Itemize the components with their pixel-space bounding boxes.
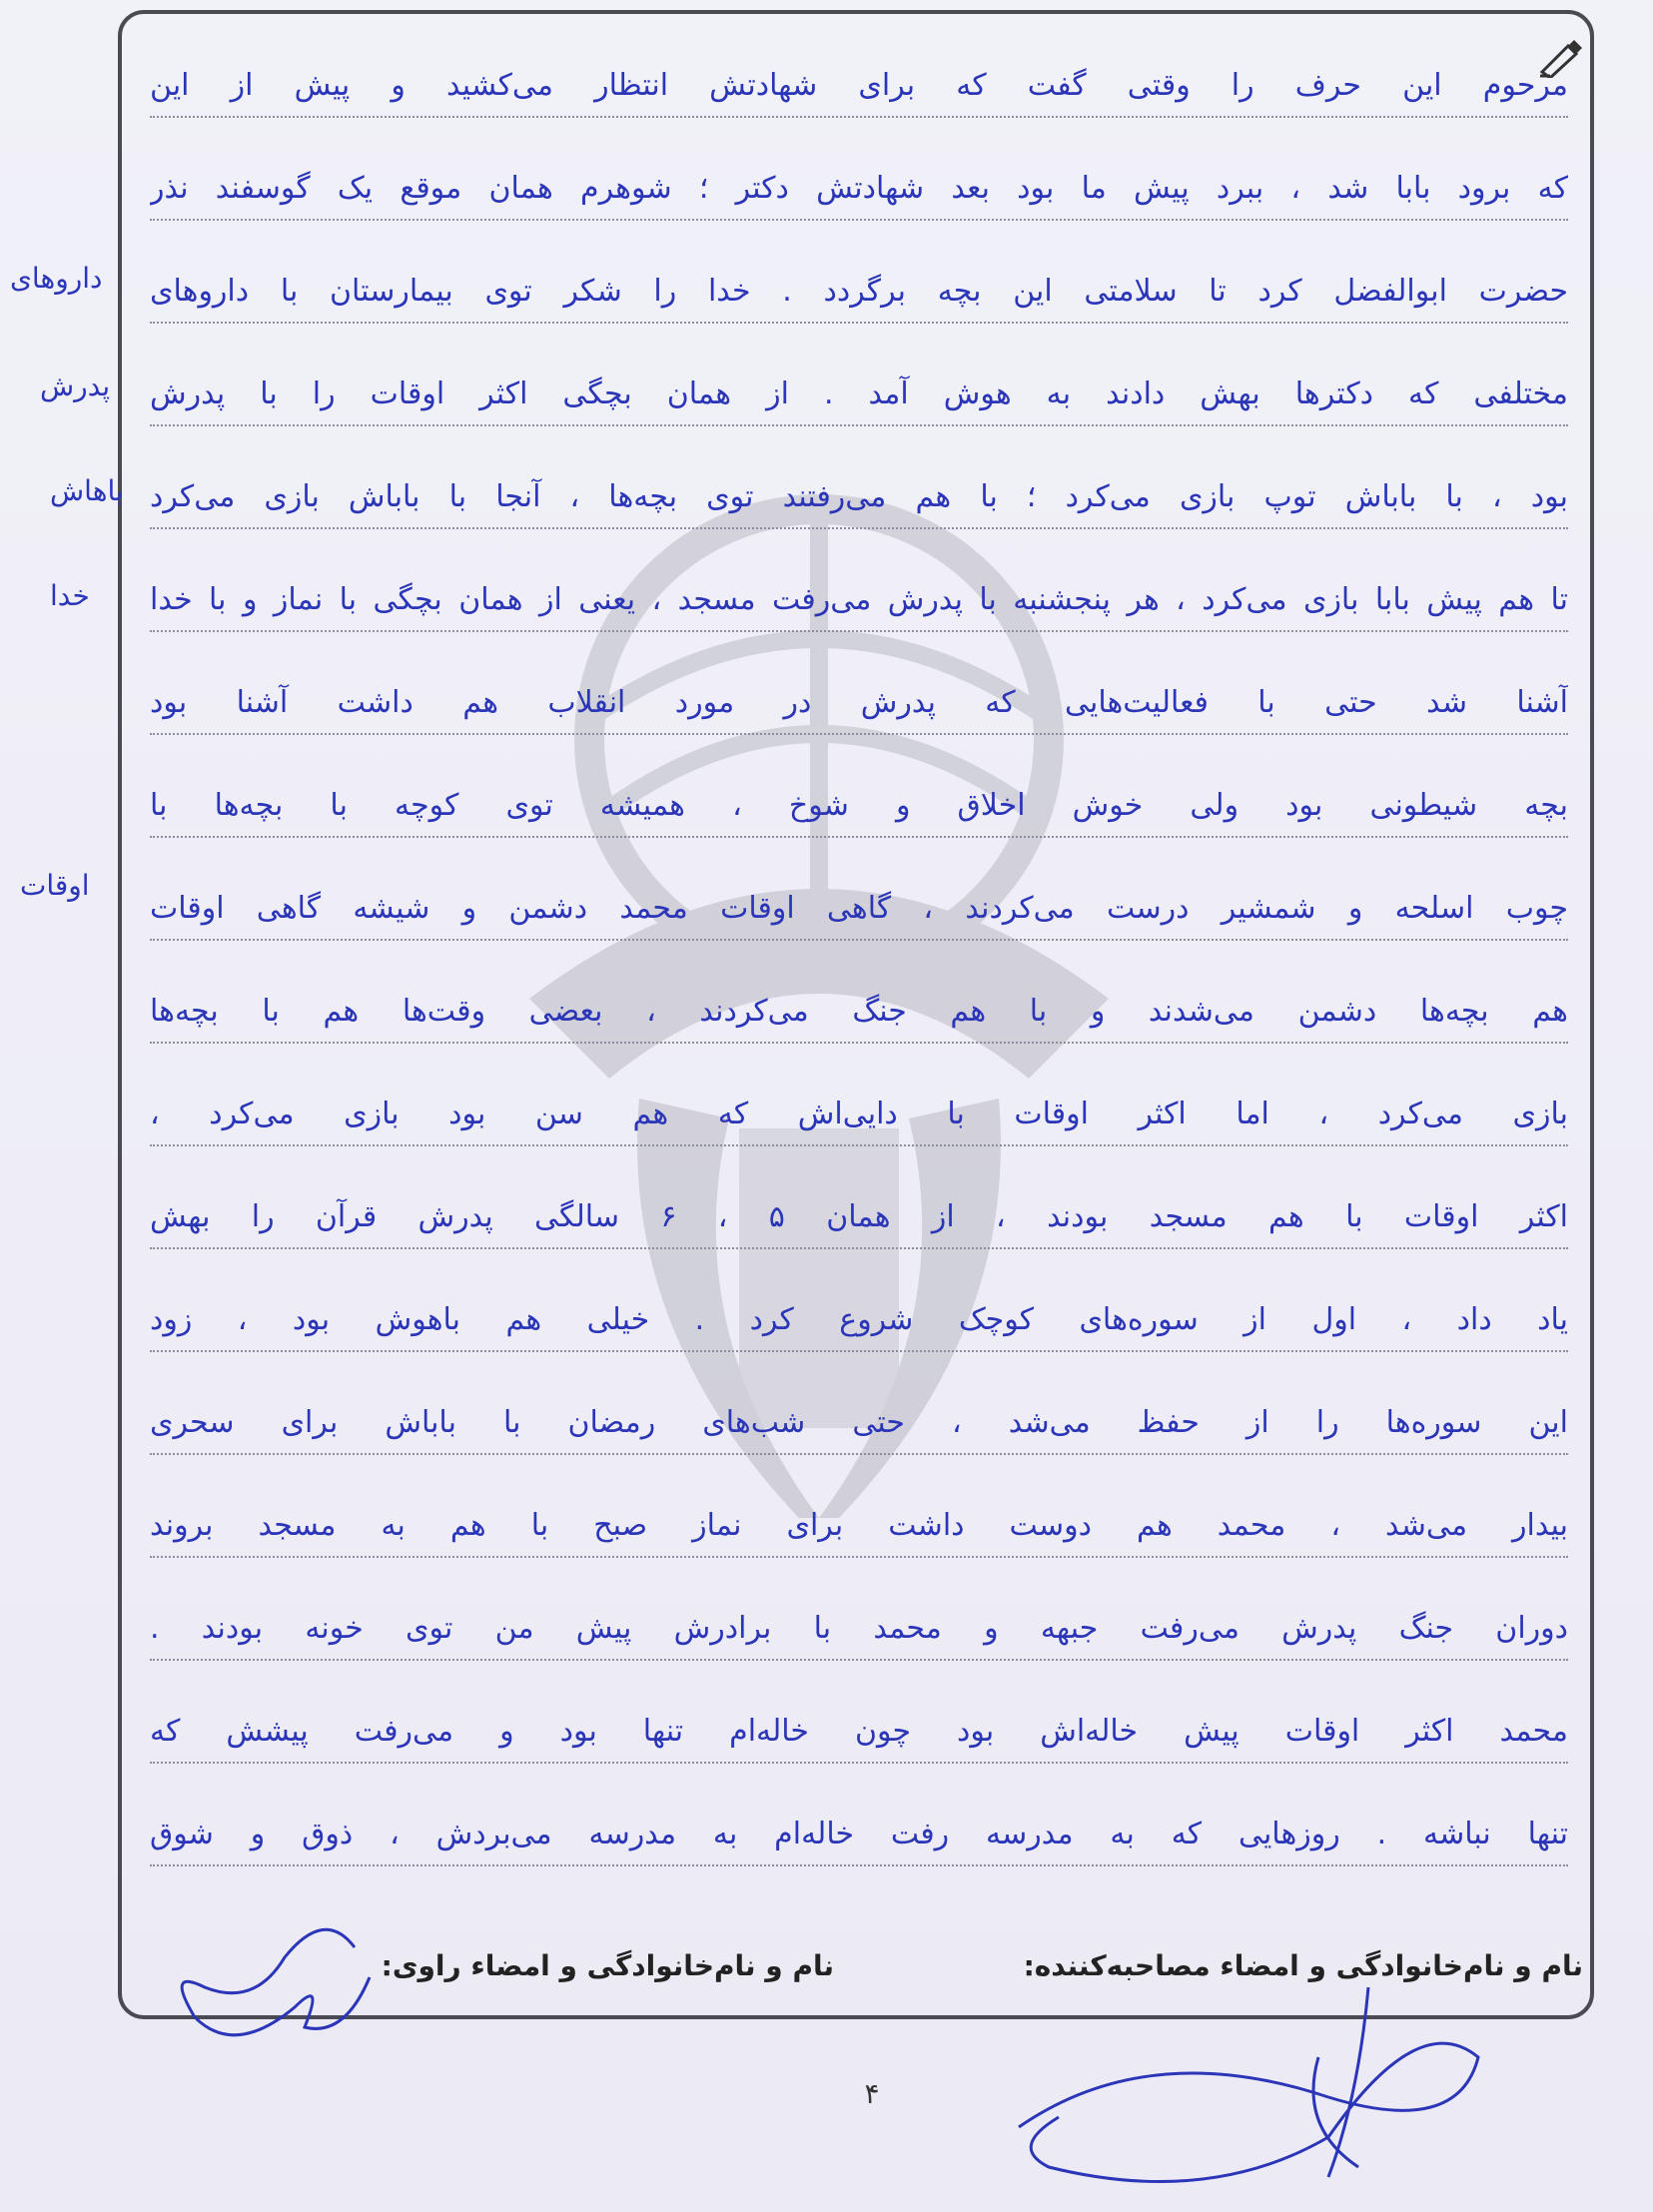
text-line: اکثر اوقات با هم مسجد بودند ، از همان ۵ ، ۶ سالگی پدرش قرآن را بهش <box>150 1189 1568 1249</box>
margin-note: خدا <box>50 579 90 612</box>
text-line: حضرت ابوالفضل کرد تا سلامتی این بچه برگردد . خدا را شکر توی بیمارستان با داروهای <box>150 264 1568 324</box>
text-line: چوب اسلحه و شمشیر درست می‌کردند ، گاهی اوقات محمد دشمن و شیشه گاهی اوقات <box>150 881 1568 941</box>
text-line: محمد اکثر اوقات پیش خاله‌اش بود چون خاله‌ام تنها بود و می‌رفت پیشش که <box>150 1704 1568 1764</box>
text-line: یاد داد ، اول از سوره‌های کوچک شروع کرد . خیلی هم باهوش بود ، زود <box>150 1292 1568 1352</box>
text-line: بیدار می‌شد ، محمد هم دوست داشت برای نماز صبح با هم به مسجد بروند <box>150 1498 1568 1558</box>
margin-note: پدرش <box>40 369 111 402</box>
margin-note: داروهای <box>10 262 103 295</box>
narrator-signature-label: نام و نام‌خانوادگی و امضاء راوی: <box>381 1949 834 1982</box>
text-line: این سوره‌ها را از حفظ می‌شد ، حتی شب‌های رمضان با باباش برای سحری <box>150 1395 1568 1455</box>
text-line: هم بچه‌ها دشمن می‌شدند و با هم جنگ می‌کردند ، بعضی وقت‌ها هم با بچه‌ها <box>150 984 1568 1044</box>
page-number: ۴ <box>864 2077 880 2110</box>
text-line: تا هم پیش بابا بازی می‌کرد ، هر پنجشنبه با پدرش می‌رفت مسجد ، یعنی از همان بچگی با نماز و با خدا <box>150 572 1568 632</box>
text-line: تنها نباشه . روزهایی که به مدرسه رفت خاله‌ام به مدرسه می‌بردش ، ذوق و شوق <box>150 1807 1568 1866</box>
text-line: که برود بابا شد ، ببرد پیش ما بود بعد شهادتش دکتر ؛ شوهرم همان موقع یک گوسفند نذر <box>150 161 1568 221</box>
text-line: بازی می‌کرد ، اما اکثر اوقات با دایی‌اش که هم سن بود بازی می‌کرد ، <box>150 1087 1568 1146</box>
text-line: آشنا شد حتی با فعالیت‌هایی که پدرش در مورد انقلاب هم داشت آشنا بود <box>150 675 1568 735</box>
text-line: بچه شیطونی بود ولی خوش اخلاق و شوخ ، همیشه توی کوچه با بچه‌ها با <box>150 778 1568 838</box>
margin-note: باهاش <box>50 474 124 507</box>
text-line: دوران جنگ پدرش می‌رفت جبهه و محمد با برادرش پیش من توی خونه بودند . <box>150 1601 1568 1661</box>
margin-note: اوقات <box>20 869 90 902</box>
narrator-signature <box>155 1917 385 2047</box>
text-line: مختلفی که دکترها بهش دادند به هوش آمد . از همان بچگی اکثر اوقات را با پدرش <box>150 367 1568 426</box>
interviewer-signature <box>999 1977 1498 2197</box>
interviewer-signature-label: نام و نام‌خانوادگی و امضاء مصاحبه‌کننده: <box>1023 1949 1583 1982</box>
text-line: بود ، با باباش توپ بازی می‌کرد ؛ با هم می‌رفتند توی بچه‌ها ، آنجا با باباش بازی می‌کرد <box>150 469 1568 529</box>
text-line: مرحوم این حرف را وقتی گفت که برای شهادتش انتظار می‌کشید و پیش از این <box>150 58 1568 118</box>
